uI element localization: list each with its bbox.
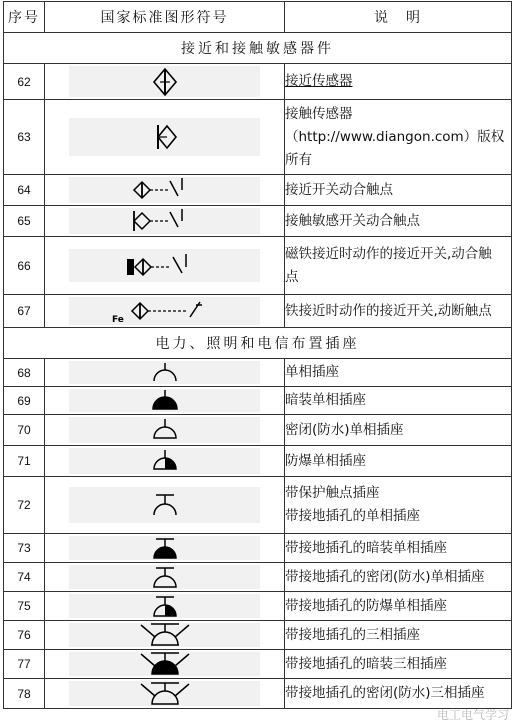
row-description [285,446,512,477]
socket-icon [147,361,183,385]
table-row [4,477,512,534]
desc-line: 带接地插孔的暗装三相插座 [285,655,447,672]
three-phase-grounded-flush-socket-icon [135,650,195,678]
row-description [285,175,512,206]
table-row [4,650,512,679]
row-number: 66 [4,237,45,295]
row-description [285,206,512,237]
symbol-cell [45,592,285,621]
table-row [4,64,512,100]
symbol-cell [45,64,285,100]
row-description [285,100,512,175]
desc-line: 带接地插孔的暗装单相插座 [285,539,447,556]
symbol-cell [45,621,285,650]
row-description [285,621,512,650]
section-row [4,328,512,359]
flush-socket-icon [147,389,183,413]
touch-switch-contact-icon [130,207,200,235]
desc-line: 密闭(防水)单相插座 [285,421,404,438]
table-row [4,415,512,446]
row-number: 65 [4,206,45,237]
desc-line: 接触传感器 [285,105,353,122]
desc-line: （http://www.diangon.com）版权 [285,128,505,145]
row-number: 72 [4,477,45,534]
touch-sensor-icon [145,122,185,152]
table-row [4,446,512,477]
header-row [4,2,512,33]
row-number: 74 [4,563,45,592]
desc-line: 点 [285,268,299,285]
row-number: 73 [4,534,45,563]
row-number: 62 [4,64,45,100]
row-number: 71 [4,446,45,477]
symbol-cell [45,446,285,477]
section-title-sockets: 电力、照明和电信布置插座 [4,328,512,359]
desc-line: 所有 [285,151,312,168]
desc-line: 接触敏感开关动合触点 [285,212,420,229]
row-description [285,415,512,446]
three-phase-grounded-sealed-socket-icon [135,680,195,708]
row-number: 67 [4,295,45,328]
desc-line: 带接地插孔的防爆单相插座 [285,597,447,614]
row-description [285,534,512,563]
table-row [4,563,512,592]
row-description [285,563,512,592]
symbol-cell [45,534,285,563]
desc-line: 接近开关动合触点 [285,181,393,198]
desc-line: 防爆单相插座 [285,452,366,469]
row-description [285,679,512,709]
table-row [4,534,512,563]
proximity-sensor-icon [145,67,185,97]
table-row [4,100,512,175]
table-row [4,592,512,621]
table-row [4,679,512,709]
row-number: 68 [4,359,45,387]
table-row [4,206,512,237]
desc-line: 带接地插孔的单相插座 [285,508,420,524]
fe-label: Fe [111,315,124,325]
section-row [4,33,512,64]
sealed-socket-icon [147,417,183,443]
grounded-flush-socket-icon [147,535,183,561]
desc-line: 带接地插孔的密闭(防水)三相插座 [285,685,485,701]
desc-line: 带接地插孔的密闭(防水)单相插座 [285,568,485,585]
row-description [285,477,512,534]
symbol-table [3,1,512,709]
row-description [285,64,512,100]
desc-line: 带保护触点插座 [285,485,380,501]
table-row [4,175,512,206]
row-description [285,650,512,679]
row-description [285,387,512,415]
row-description [285,237,512,295]
protective-contact-socket-icon [147,491,183,519]
section-title-sensors: 接近和接触敏感器件 [4,33,512,64]
header-symbol: 国家标准图形符号 [45,2,285,33]
desc-line: 单相插座 [285,364,339,380]
desc-line: 接近传感器 [285,73,353,89]
row-number: 70 [4,415,45,446]
row-number: 64 [4,175,45,206]
row-number: 69 [4,387,45,415]
symbol-cell [45,359,285,387]
desc-line: 磁铁接近时动作的接近开关,动合触 [285,245,492,262]
desc-line: 暗装单相插座 [285,392,366,408]
table-row [4,295,512,328]
header-no: 序号 [4,2,45,33]
symbol-cell [45,387,285,415]
desc-line: 带接地插孔的三相插座 [285,626,420,643]
three-phase-grounded-socket-icon [135,621,195,649]
row-number: 76 [4,621,45,650]
table-row [4,621,512,650]
proximity-switch-contact-icon [130,176,200,204]
table-row [4,359,512,387]
table-row [4,237,512,295]
desc-line: 铁接近时动作的接近开关,动断触点 [285,302,492,319]
grounded-explosion-proof-socket-icon [147,593,183,619]
symbol-cell [45,477,285,534]
row-number: 77 [4,650,45,679]
row-description [285,359,512,387]
row-description [285,592,512,621]
explosion-proof-socket-icon [147,448,183,474]
row-number: 78 [4,679,45,709]
symbol-cell [45,650,285,679]
symbol-cell [45,237,285,295]
iron-proximity-switch-icon [110,297,220,325]
symbol-cell [45,563,285,592]
symbol-cell [45,415,285,446]
symbol-cell [45,175,285,206]
grounded-sealed-socket-icon [147,564,183,590]
header-desc: 说 明 [285,2,512,33]
symbol-cell [45,295,285,328]
symbol-cell [45,679,285,709]
row-description [285,295,512,328]
row-number: 63 [4,100,45,175]
symbol-cell [45,206,285,237]
symbol-cell [45,100,285,175]
table-row [4,387,512,415]
magnet-proximity-switch-icon [125,251,205,281]
row-number: 75 [4,592,45,621]
watermark: 电工电气学习 [436,708,509,722]
